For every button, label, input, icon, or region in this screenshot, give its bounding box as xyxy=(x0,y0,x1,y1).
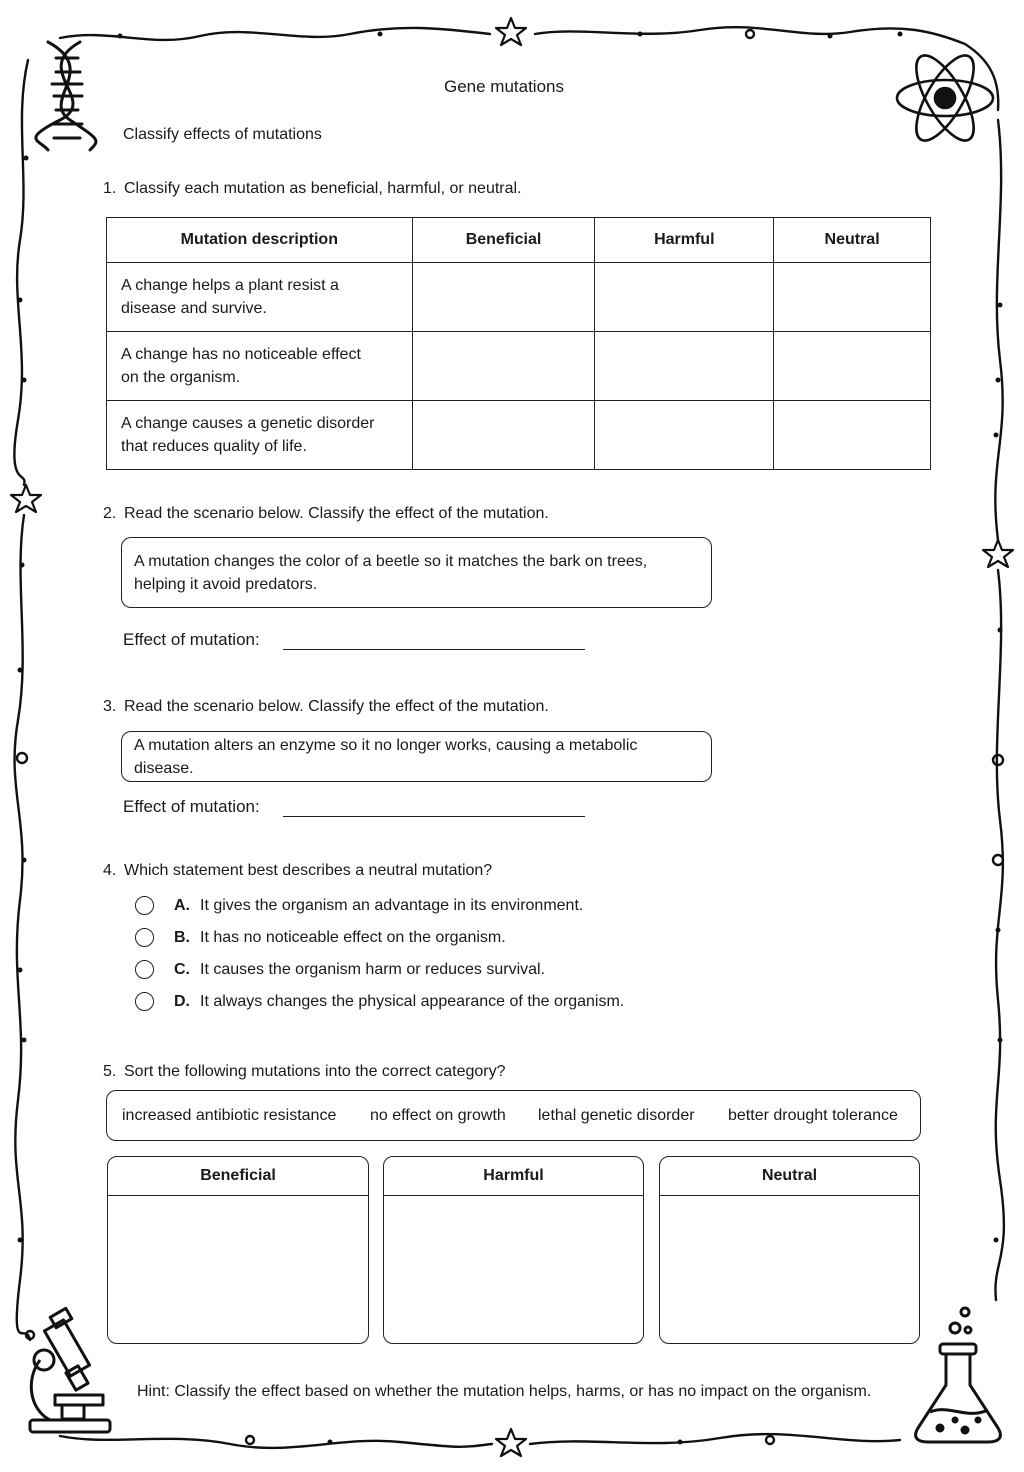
page-title: Gene mutations xyxy=(443,77,564,96)
radio-button[interactable] xyxy=(135,992,154,1011)
column-header: Harmful xyxy=(595,218,774,263)
question-text: Classify each mutation as beneficial, harmful, or neutral. xyxy=(124,180,522,197)
border-left xyxy=(14,60,30,1340)
word-bank-item[interactable]: increased antibiotic resistance xyxy=(122,1106,337,1124)
microscope-icon xyxy=(30,1308,110,1432)
table-row xyxy=(107,332,931,401)
option-text: It has no noticeable effect on the organism. xyxy=(200,928,506,946)
radio-button[interactable] xyxy=(135,896,154,915)
table-row xyxy=(107,263,931,332)
border-right xyxy=(995,120,1004,1300)
question-5 xyxy=(103,1063,506,1081)
answer-cell-neutral[interactable] xyxy=(774,401,931,470)
border-bottom xyxy=(60,1434,900,1448)
sort-box-harmful[interactable] xyxy=(383,1156,644,1344)
star-icon xyxy=(983,540,1013,567)
option-text: It gives the organism an advantage in its environment. xyxy=(200,896,584,914)
radio-button[interactable] xyxy=(135,928,154,947)
word-bank-item[interactable]: no effect on growth xyxy=(370,1106,506,1124)
mutation-table xyxy=(106,217,931,470)
scenario-box: A mutation changes the color of a beetle so it matches the bark on trees, helping it avoid predators. xyxy=(121,537,712,608)
column-header: Beneficial xyxy=(412,218,595,263)
scenario-box: A mutation alters an enzyme so it no longer works, causing a metabolic disease. xyxy=(121,731,712,782)
effect-label: Effect of mutation: xyxy=(123,797,260,816)
question-text: Which statement best describes a neutral mutation? xyxy=(124,862,493,879)
answer-cell-neutral[interactable] xyxy=(774,332,931,401)
option-c[interactable]: C. It causes the organism harm or reduces survival. xyxy=(135,960,545,979)
star-icon xyxy=(496,18,526,45)
question-number: 3. xyxy=(103,698,117,715)
option-a[interactable]: A. It gives the organism an advantage in its environment. xyxy=(135,896,583,915)
word-bank-item[interactable]: lethal genetic disorder xyxy=(538,1106,695,1124)
sort-box-title: Beneficial xyxy=(108,1157,368,1196)
word-bank xyxy=(106,1090,921,1141)
hint-text: Hint: Classify the effect based on whether the mutation helps, harms, or has no impact on the organism. xyxy=(137,1383,872,1400)
answer-cell-harmful[interactable] xyxy=(595,263,774,332)
option-b[interactable]: B. It has no noticeable effect on the organism. xyxy=(135,928,506,947)
answer-cell-harmful[interactable] xyxy=(595,401,774,470)
sort-box-title: Harmful xyxy=(384,1157,643,1196)
option-text: It always changes the physical appearance of the organism. xyxy=(200,992,625,1010)
mutation-description: A change helps a plant resist a disease and survive. xyxy=(107,263,413,332)
atom-icon xyxy=(897,47,993,148)
option-d[interactable]: D. It always changes the physical appearance of the organism. xyxy=(135,992,624,1011)
question-text: Read the scenario below. Classify the effect of the mutation. xyxy=(124,505,549,522)
question-1 xyxy=(103,180,522,198)
column-header: Neutral xyxy=(774,218,931,263)
column-header: Mutation description xyxy=(107,218,413,263)
answer-line[interactable] xyxy=(283,649,585,650)
flask-icon xyxy=(916,1308,1001,1442)
star-icon xyxy=(11,485,41,512)
sort-box-neutral[interactable] xyxy=(659,1156,920,1344)
question-4 xyxy=(103,862,492,880)
mutation-description: A change has no noticeable effect on the organism. xyxy=(107,332,413,401)
question-3 xyxy=(103,698,549,716)
answer-cell-harmful[interactable] xyxy=(595,332,774,401)
question-text: Read the scenario below. Classify the effect of the mutation. xyxy=(124,698,549,715)
effect-label: Effect of mutation: xyxy=(123,630,260,649)
mutation-description: A change causes a genetic disorder that reduces quality of life. xyxy=(107,401,413,470)
question-text: Sort the following mutations into the correct category? xyxy=(124,1063,506,1080)
answer-line[interactable] xyxy=(283,816,585,817)
question-number: 5. xyxy=(103,1063,117,1080)
sort-box-beneficial[interactable] xyxy=(107,1156,369,1344)
question-number: 1. xyxy=(103,180,117,197)
answer-cell-beneficial[interactable] xyxy=(412,401,595,470)
question-number: 2. xyxy=(103,505,117,522)
table-row xyxy=(107,401,931,470)
table-header-row xyxy=(107,218,931,263)
star-icon xyxy=(496,1429,526,1456)
border-top xyxy=(60,27,998,110)
question-2 xyxy=(103,505,549,523)
answer-cell-neutral[interactable] xyxy=(774,263,931,332)
radio-button[interactable] xyxy=(135,960,154,979)
option-text: It causes the organism harm or reduces survival. xyxy=(200,960,546,978)
question-number: 4. xyxy=(103,862,117,879)
answer-cell-beneficial[interactable] xyxy=(412,332,595,401)
word-bank-item[interactable]: better drought tolerance xyxy=(728,1106,898,1124)
sort-box-title: Neutral xyxy=(660,1157,919,1196)
page-subtitle: Classify effects of mutations xyxy=(123,126,322,143)
answer-cell-beneficial[interactable] xyxy=(412,263,595,332)
